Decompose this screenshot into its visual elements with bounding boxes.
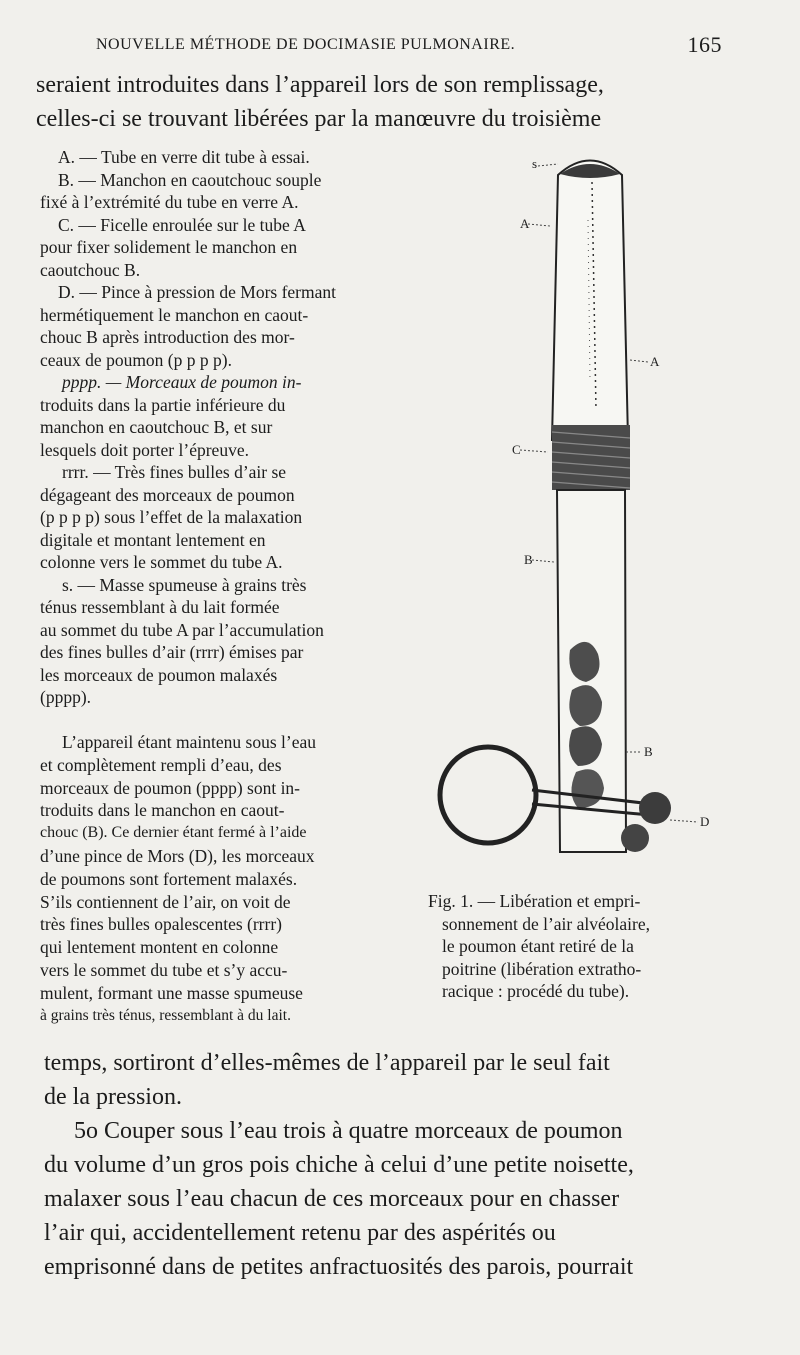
text-line: temps, sortiront d’elles-mêmes de l’appareil par le seul fait — [44, 1050, 610, 1076]
text-line: et complètement rempli d’eau, des — [40, 754, 282, 775]
legend-line: caoutchouc B. — [40, 259, 141, 280]
text-line: à grains très ténus, ressemblant à du lait. — [40, 1006, 291, 1024]
legend-line: manchon en caoutchouc B, et sur — [40, 417, 273, 437]
caption-line: racique : procédé du tube). — [442, 981, 630, 1001]
label-s: s — [532, 156, 538, 171]
legend-line: les morceaux de poumon malaxés — [40, 664, 278, 685]
legend-line: A. — Tube en verre dit tube à essai. — [58, 147, 310, 167]
text-line: L’appareil étant maintenu sous l’eau — [62, 732, 316, 752]
text-line: malaxer sous l’eau chacun de ces morceaux pour en chasser — [44, 1186, 620, 1212]
text-line: mulent, formant une masse spumeuse — [40, 982, 303, 1003]
text-line: très fines bulles opalescentes (rrrr) — [40, 914, 282, 935]
caption-line: poitrine (libération extratho- — [442, 958, 642, 979]
page-number: 165 — [687, 32, 722, 57]
text-line: chouc (B). Ce dernier étant fermé à l’aide — [40, 824, 307, 842]
legend-line: C. — Ficelle enroulée sur le tube A — [58, 214, 306, 235]
legend-line: des fines bulles d’air (rrrr) émises par — [40, 642, 304, 662]
caption-line: Fig. 1. — Libération et empri- — [428, 891, 641, 911]
legend-line: D. — Pince à pression de Mors fermant — [58, 282, 336, 302]
forceps-knob — [639, 792, 671, 824]
forceps-ring — [440, 747, 536, 843]
bottom-paragraph — [44, 1046, 734, 1284]
text-line: celles-ci se trouvant libérées par la manœuvre du troisième — [36, 106, 602, 132]
text-line: de la pression. — [44, 1084, 182, 1110]
legend-line: s. — Masse spumeuse à grains très — [62, 574, 307, 595]
running-header — [96, 32, 722, 60]
label-b-left: B — [524, 552, 533, 567]
legend-line: ténus ressemblant à du lait formée — [40, 597, 280, 617]
caption-line: sonnement de l’air alvéolaire, — [442, 913, 650, 934]
figure-legend — [40, 146, 410, 709]
glass-tube — [552, 161, 628, 441]
legend-line: au sommet du tube A par l’accumulation — [40, 619, 324, 640]
text-line: emprisonné dans de petites anfractuosités des parois, pourrait — [44, 1254, 634, 1280]
legend-line: troduits dans la partie inférieure du — [40, 394, 286, 415]
label-a-right: A — [650, 354, 660, 369]
legend-line: ceaux de poumon (p p p p). — [40, 349, 232, 370]
legend-line: hermétiquement le manchon en caout- — [40, 304, 309, 325]
legend-line: pppp. — Morceaux de poumon in- — [62, 372, 302, 392]
text-line: d’une pince de Mors (D), les morceaux — [40, 845, 315, 866]
label-d: D — [700, 814, 710, 829]
text-line: vers le sommet du tube et s’y accu- — [40, 959, 288, 980]
running-title: NOUVELLE MÉTHODE DE DOCIMASIE PULMONAIRE. — [96, 36, 516, 53]
text-line: seraient introduites dans l’appareil lors de son remplissage, — [36, 72, 604, 98]
label-b-right: B — [644, 744, 653, 759]
legend-line: dégageant des morceaux de poumon — [40, 484, 295, 505]
legend-line: (p p p p) sous l’effet de la malaxation — [40, 507, 303, 527]
legend-line: pour fixer solidement le manchon en — [40, 237, 298, 257]
figure-caption — [428, 890, 748, 1003]
text-line: qui lentement montent en colonne — [40, 937, 279, 958]
legend-line: lesquels doit porter l’épreuve. — [40, 439, 249, 460]
legend-line: fixé à l’extrémité du tube en verre A. — [40, 192, 299, 212]
body-column — [40, 731, 414, 1027]
top-paragraph — [36, 68, 726, 136]
legend-line: B. — Manchon en caoutchouc souple — [58, 169, 322, 190]
legend-line: (pppp). — [40, 687, 92, 707]
text-line: 5o Couper sous l’eau trois à quatre morceaux de poumon — [74, 1118, 623, 1144]
caption-line: le poumon étant retiré de la — [442, 936, 634, 956]
legend-line: rrrr. — Très fines bulles d’air se — [62, 462, 287, 482]
text-line: l’air qui, accidentellement retenu par des aspérités ou — [44, 1220, 556, 1246]
tube-illustration — [420, 140, 790, 880]
label-c: C — [512, 442, 521, 457]
label-a-left: A — [520, 216, 530, 231]
text-line: du volume d’un gros pois chiche à celui d’une petite noisette, — [44, 1152, 634, 1178]
text-line: morceaux de poumon (pppp) sont in- — [40, 777, 301, 798]
legend-line: chouc B après introduction des mor- — [40, 327, 295, 347]
text-line: de poumons sont fortement malaxés. — [40, 868, 298, 889]
forceps-knob — [621, 824, 649, 852]
legend-line: colonne vers le sommet du tube A. — [40, 552, 283, 572]
legend-line: digitale et montant lentement en — [40, 529, 266, 550]
text-line: S’ils contiennent de l’air, on voit de — [40, 891, 291, 912]
text-line: troduits dans le manchon en caout- — [40, 800, 285, 821]
